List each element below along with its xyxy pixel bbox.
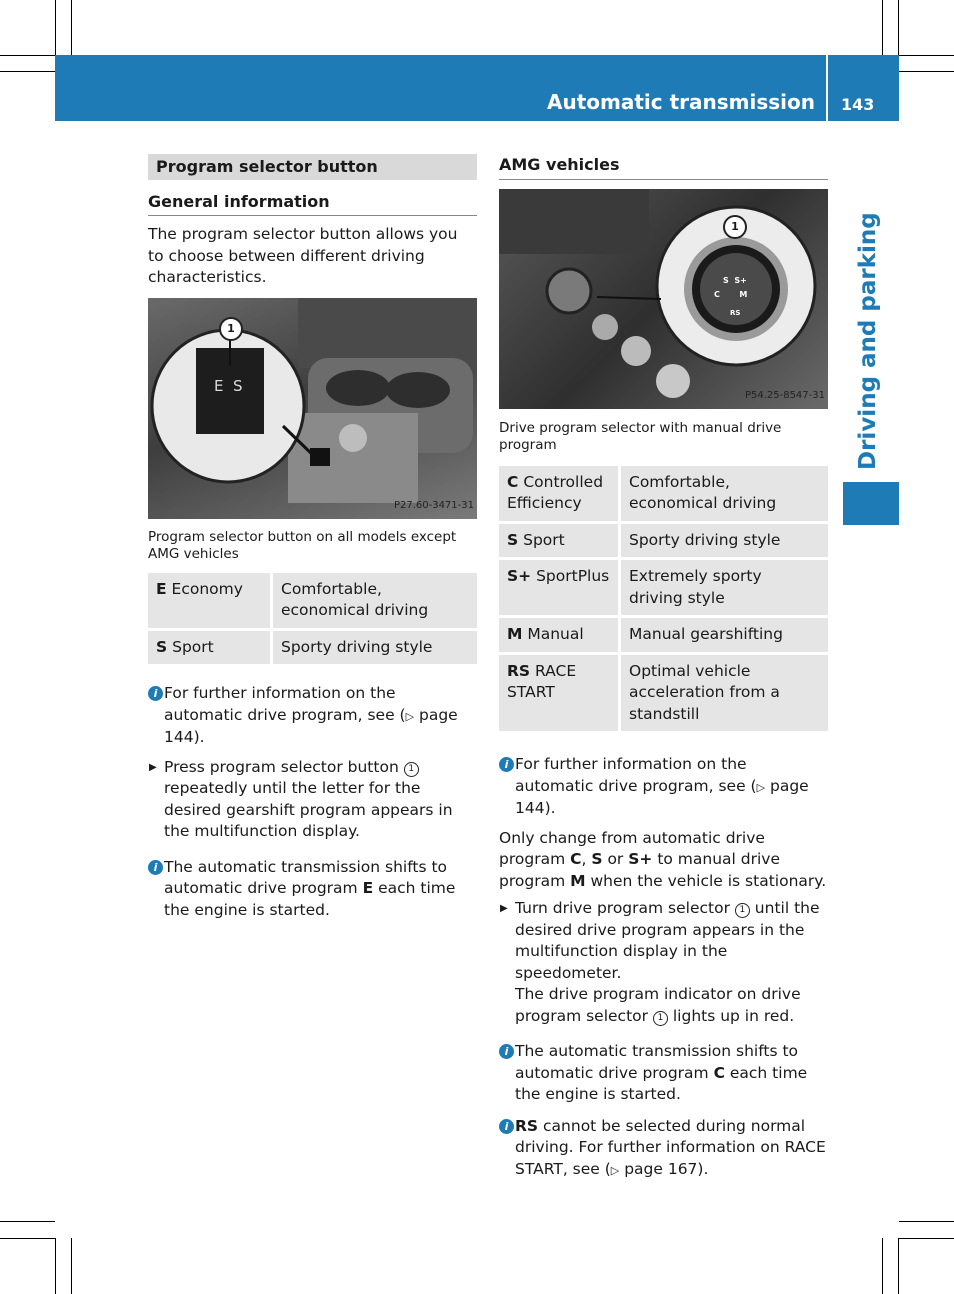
program-c: C	[713, 1063, 725, 1082]
page-ref: page 167).	[619, 1159, 709, 1178]
crop-mark	[55, 0, 56, 55]
program-m: M	[570, 871, 586, 890]
callout-1: 1	[723, 215, 747, 239]
info-icon: i	[499, 1119, 514, 1134]
crop-mark	[0, 55, 55, 56]
dial-label-s: S S+	[723, 275, 747, 285]
mode-name: Sport	[167, 637, 214, 656]
step-text: The drive program indicator on drive program selector	[515, 985, 801, 1025]
button-e-s-label: E S	[214, 376, 243, 395]
mode-name: RACE START	[507, 661, 577, 701]
callout-1-icon: 1	[735, 903, 750, 918]
para-text: to manual drive program	[499, 850, 781, 890]
page-ref: page 144).	[164, 705, 458, 746]
mode-description: Manual gearshifting	[621, 618, 828, 652]
mode-name: Manual	[522, 625, 584, 643]
info-note	[499, 1116, 828, 1182]
crop-mark	[0, 1238, 55, 1239]
crop-mark	[0, 1221, 55, 1222]
info-icon: i	[499, 757, 514, 772]
figure-illustration	[148, 298, 477, 519]
dial-label-rs: RS	[730, 308, 741, 317]
table-row	[499, 524, 828, 558]
page-header	[55, 55, 899, 121]
crop-mark	[898, 0, 899, 55]
left-column	[148, 154, 477, 921]
drive-program-table	[499, 463, 828, 735]
header-divider	[826, 55, 828, 121]
step-text: repeatedly until the letter for the desired gearshift program appears in the multifunction display.	[164, 779, 453, 840]
info-text: cannot be selected during normal driving. For further information on RACE START, see (	[515, 1116, 826, 1178]
info-icon: i	[499, 1044, 514, 1059]
page-ref-arrow-icon: ▷	[610, 1163, 620, 1177]
program-s-plus: S+	[628, 850, 653, 868]
crop-mark	[899, 71, 954, 72]
crop-mark	[71, 1238, 72, 1294]
crop-mark	[71, 0, 72, 55]
para-text: when the vehicle is stationary.	[585, 871, 827, 890]
table-row	[499, 618, 828, 652]
table-row	[148, 631, 477, 665]
right-column	[499, 154, 828, 1181]
header-title: Automatic transmission	[547, 90, 815, 114]
crop-mark	[882, 1238, 883, 1294]
mode-key: S+	[507, 567, 532, 585]
amg-selector-figure	[499, 189, 828, 409]
program-e: E	[362, 879, 374, 897]
mode-name: SportPlus	[531, 567, 610, 585]
crop-mark	[898, 1238, 899, 1294]
page-ref-arrow-icon: ▷	[756, 780, 766, 794]
crop-mark	[899, 55, 954, 56]
subheading-general-information: General information	[148, 191, 477, 217]
para-text: Only change from automatic drive program	[499, 828, 765, 868]
step-text: until the desired drive program appears in the multifunction display in the speedometer.	[515, 899, 820, 982]
crop-mark	[882, 0, 883, 55]
program-rs: RS	[515, 1116, 539, 1135]
table-row	[499, 655, 828, 732]
table-row	[148, 573, 477, 628]
info-note	[148, 683, 477, 749]
figure-code: P54.25-8547-31	[744, 390, 825, 401]
mode-description: Extremely sporty driving style	[621, 560, 828, 615]
figure-caption: Program selector button on all models except AMG vehicles	[148, 528, 457, 562]
intro-paragraph: The program selector button allows you to choose between different driving characteristics.	[148, 225, 458, 286]
page-number: 143	[841, 95, 875, 114]
callout-1-icon: 1	[653, 1011, 668, 1026]
step-arrow-icon: ▶	[149, 761, 157, 773]
step-arrow-icon: ▶	[500, 903, 508, 914]
program-s: S	[591, 850, 603, 868]
paragraph-manual-change	[499, 828, 828, 893]
mode-key: M	[507, 625, 523, 643]
info-icon: i	[148, 686, 163, 701]
instruction-step	[148, 757, 477, 843]
info-text: For further information on the automatic drive program, see (	[515, 755, 757, 795]
info-text: For further information on the automatic drive program, see (	[164, 684, 406, 724]
mode-key: RS	[507, 661, 531, 680]
info-text: each time the engine is started.	[515, 1063, 808, 1103]
page-ref: page 144).	[515, 776, 809, 817]
callout-1: 1	[219, 317, 243, 341]
mode-description: Sporty driving style	[273, 631, 477, 665]
figure-caption: Drive program selector with manual drive program	[499, 419, 782, 453]
chapter-side-label: Driving and parking	[855, 212, 881, 470]
figure-illustration	[499, 189, 828, 409]
info-note	[148, 857, 477, 922]
dial-label-c-m: C M	[714, 289, 748, 299]
mode-key: E	[156, 579, 167, 598]
mode-description: Comfortable, economical driving	[273, 573, 477, 628]
info-note	[499, 754, 828, 820]
mode-table	[148, 570, 477, 668]
mode-name: Sport	[518, 530, 565, 549]
info-text: The automatic transmission shifts to automatic drive program	[164, 857, 448, 897]
mode-description: Sporty driving style	[621, 524, 828, 558]
table-row	[499, 466, 828, 521]
info-note	[499, 1041, 828, 1106]
mode-name: Economy	[166, 579, 243, 598]
mode-description: Comfortable, economical driving	[621, 466, 828, 521]
table-row	[499, 560, 828, 615]
page-ref-arrow-icon: ▷	[405, 709, 415, 723]
step-text: Press program selector button	[164, 757, 404, 776]
program-selector-figure	[148, 298, 477, 519]
info-icon: i	[148, 860, 163, 875]
program-c: C	[570, 850, 582, 868]
crop-mark	[55, 1238, 56, 1294]
subheading-amg-vehicles: AMG vehicles	[499, 154, 828, 180]
mode-key: S	[156, 637, 168, 656]
para-text: or	[602, 850, 629, 868]
info-text: each time the engine is started.	[164, 879, 456, 919]
mode-key: S	[507, 530, 519, 549]
chapter-tab	[843, 482, 899, 525]
step-text: lights up in red.	[667, 1006, 795, 1025]
instruction-step	[499, 898, 828, 1027]
mode-name: Controlled Efficiency	[507, 472, 604, 512]
para-text: ,	[581, 850, 592, 868]
crop-mark	[0, 71, 55, 72]
mode-key: C	[507, 472, 519, 491]
callout-1-icon: 1	[404, 762, 419, 777]
mode-description: Optimal vehicle acceleration from a standstill	[621, 655, 828, 732]
crop-mark	[899, 1238, 954, 1239]
section-title: Program selector button	[148, 154, 477, 180]
figure-code: P27.60-3471-31	[393, 500, 474, 511]
info-text: The automatic transmission shifts to automatic drive program	[515, 1042, 799, 1082]
step-text: Turn drive program selector	[515, 899, 735, 917]
crop-mark	[899, 1221, 954, 1222]
